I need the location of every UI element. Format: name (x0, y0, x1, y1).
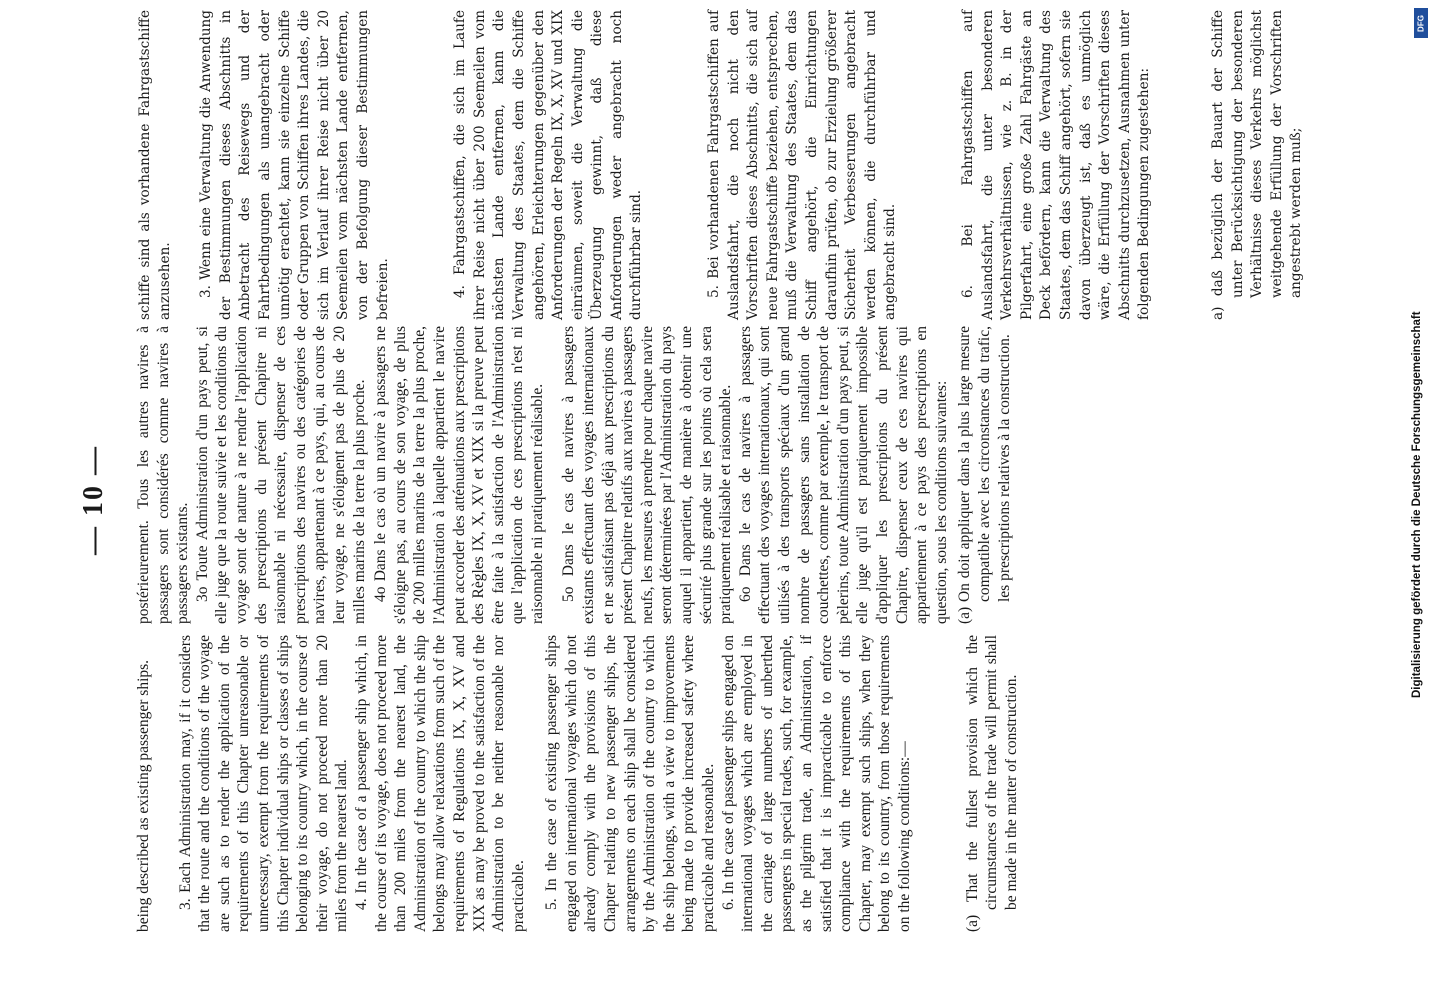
french-column (134, 326, 1014, 624)
french-condition-a: (a) On doit appliquer dans la plus large mesure compatible avec les circonstances du trafic, les prescriptions relatives à la construction. (956, 326, 1013, 624)
dfg-logo-text: DFG (1416, 15, 1426, 32)
page-number: — 10 — (78, 445, 109, 555)
french-paragraph-3: 3o Toute Administration d'un pays peut, si elle juge que la route suivie et les conditions du voyage sont de nature à ne rendre l'application des prescriptions du présent Chapitre ni raisonnable ni nécessaire, dispenser de ces prescriptions des navires ou des catégories de navires, appartenant à ce pays, qui, au cours de leur voyage, ne s'éloignent pas de plus de 20 milles marins de la terre la plus proche. (193, 326, 368, 624)
german-column (136, 10, 1307, 320)
french-paragraph-6: 6o Dans le cas de navires à passagers effectuant des voyages internationaux, qui sont utilisés à des transports spéciaux d'un grand nombre de passagers sans installation de couchettes, comme par exemple, le transport de pèlerins, toute Administration d'un pays peut, si elle juge qu'il est pratiquement impossible d'appliquer les prescriptions du présent Chapitre, dispenser ceux de ces navires qui appartiennent à ce pays des prescriptions en question, sous les conditions suivantes: (736, 326, 950, 624)
credit-text: Digitalisierung gefördert durch die Deutsche Forschungsgemeinschaft (1411, 311, 1423, 698)
english-paragraph-6: 6. In the case of passenger ships engaged on international voyages which are employed in the carriage of large numbers of unberthed passengers in special trades, such, for example, as the pilgrim trade, an Administration, if satisfied that it is impracticable to enforce compliance with the requirements of this Chapter, may exempt such ships, when they belong to its country, from those requirements on the following conditions:— (719, 635, 913, 932)
digitization-credit (1408, 8, 1430, 698)
english-condition-a: (a) That the fullest provision which the circumstances of the trade will permit shall be made in the matter of construction. (963, 635, 1020, 932)
english-paragraph-3: 3. Each Administration may, if it considers that the route and the conditions of the voyage are such as to render the application of the requirements of this Chapter unreasonable or unnecessary, exempt from the requirements of this Chapter individual ships or classes of ships belonging to its country which, in the course of their voyage, do not proceed more than 20 miles from the nearest land. (176, 635, 351, 932)
german-condition-a: a) daß bezüglich der Bauart der Schiffe unter Berücksichtigung der besonderen Verhältnisse dieses Verkehrs möglichst weitgehende Erfüllung der Vorschriften angestrebt werden muß; (1209, 10, 1305, 320)
english-intro: being described as existing passenger ships. (135, 659, 152, 932)
french-intro: postérieurement. Tous les autres navires à passagers sont considérés comme navires à passagers existants. (135, 326, 192, 624)
english-paragraph-5: 5. In the case of existing passenger ships engaged on international voyages which do not already comply with the provisions of this Chapter relating to new passenger ships, the arrangements on each ship shall be considered by the Administration of the country to which the ship belongs, with a view to improvements being made to provide increased safety where practicable and reasonable. (543, 635, 718, 932)
german-paragraph-4: 4. Fahrgastschiffen, die sich im Laufe ihrer Reise nicht über 200 Seemeilen vom nächsten Lande entfernen, kann die Verwaltung des Staates, dem die Schiffe angehören, Erleichterungen gegenüber den Anforderungen der Regeln IX, X, XV und XIX einräumen, soweit die Verwaltung die Überzeugung gewinnt, daß diese Anforderungen weder angebracht noch durchführbar sind. (452, 10, 645, 320)
german-paragraph-5: 5. Bei vorhandenen Fahrgastschiffen auf Auslandsfahrt, die noch nicht den Vorschriften dieses Abschnitts, die sich auf neue Fahrgastschiffe beziehen, entsprechen, muß die Verwaltung des Staates, dem das Schiff angehört, die Einrichtungen daraufhin prüfen, ob zur Erzielung größerer Sicherheit Verbesserungen angebracht werden können, die durchführbar und angebracht sind. (706, 10, 899, 320)
french-paragraph-4: 4o Dans le cas où un navire à passagers ne s'éloigne pas, au cours de son voyage, de plus de 200 milles marins de la terre la plus proche, l'Administration à laquelle appartient le navire peut accorder des atténuations aux prescriptions des Règles IX, X, XV et XIX si la preuve peut être faite à la satisfaction de l'Administration que l'application de ces prescriptions n'est ni raisonnable ni pratiquement réalisable. (372, 326, 546, 624)
english-paragraph-4: 4. In the case of a passenger ship which, in the course of its voyage, does not proceed more than 200 miles from the nearest land, the Administration of the country to which the ship belongs may allow relaxations from such of the requirements of Regulations IX, X, XV and XIX as may be proved to the satisfaction of the Administration to be neither reasonable nor practicable. (352, 635, 527, 932)
dfg-logo (1414, 8, 1428, 38)
german-paragraph-6: 6. Bei Fahrgastschiffen auf Auslandsfahrt, die unter besonderen Verkehrsverhältnissen, wie z. B. in der Pilgerfahrt, eine große Zahl Fahrgäste an Deck befördern, kann die Verwaltung des Staates, dem das Schiff angehört, sofern sie davon überzeugt ist, daß es unmöglich wäre, die Erfüllung der Vorschriften dieses Abschnitts durchzusetzen, Ausnahmen unter folgenden Bedingungen zugestehen: (960, 10, 1153, 320)
german-intro: schiffe sind als vorhandene Fahrgastschiffe anzusehen. (137, 10, 173, 320)
french-paragraph-5: 5o Dans le cas de navires à passagers existants effectuant des voyages internationaux et ne satisfaisant pas déjà aux prescriptions du présent Chapitre relatifs aux navires à passagers neufs, les mesures à prendre pour chaque navire seront déterminées par l'Administration du pays auquel il appartient, de manière à obtenir une sécurité plus grande sur les points où cela sera pratiquement réalisable et raisonnable. (560, 326, 735, 624)
english-column (134, 635, 1021, 932)
german-paragraph-3: 3. Wenn eine Verwaltung die Anwendung der Bestimmungen dieses Abschnitts in Anbetracht des Reisewegs und der Fahrtbedingungen als unangebracht oder unnötig erachtet, kann sie einzelne Schiffe oder Gruppen von Schiffen ihres Landes, die sich im Verlauf ihrer Reise nicht über 20 Seemeilen vom nächsten Lande entfernen, von der Befolgung dieser Bestimmungen befreien. (198, 10, 391, 320)
